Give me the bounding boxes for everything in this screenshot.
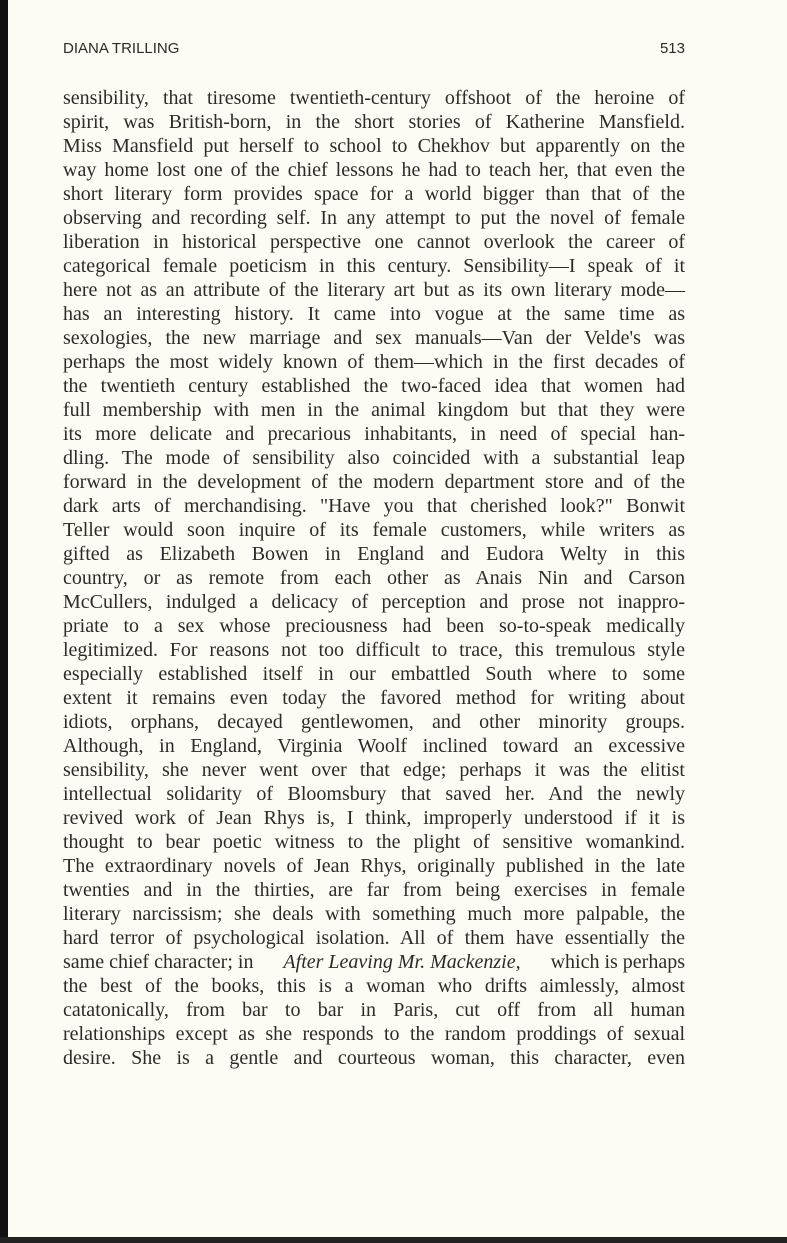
page-number: 513: [659, 40, 685, 57]
text-line: way home lost one of the chief lessons he had to teach her, that even the: [63, 159, 685, 181]
text-line: its more delicate and precarious inhabitants, in need of special han-: [63, 423, 685, 445]
text-line: categorical female poeticism in this century. Sensibility—I speak of it: [63, 255, 685, 277]
text-line: catatonically, from bar to bar in Paris, cut off from all human: [63, 999, 685, 1021]
text-line: here not as an attribute of the literary art but as its own literary mode—: [63, 279, 685, 301]
text-line: short literary form provides space for a world bigger than that of the: [63, 183, 685, 205]
text-line: full membership with men in the animal kingdom but that they were: [63, 399, 685, 421]
page-header: [63, 40, 685, 62]
text-line: the best of the books, this is a woman who drifts aimlessly, almost: [63, 975, 685, 997]
text-line: legitimized. For reasons not too difficult to trace, this tremulous style: [63, 639, 685, 661]
text-line: Although, in England, Virginia Woolf inclined toward an excessive: [63, 735, 685, 757]
text-line: hard terror of psychological isolation. All of them have essentially the: [63, 927, 685, 949]
running-head: DIANA TRILLING: [63, 40, 180, 57]
text-line: idiots, orphans, decayed gentlewomen, and other minority groups.: [63, 711, 685, 733]
text-line: dark arts of merchandising. "Have you that cherished look?" Bonwit: [63, 495, 685, 517]
text-line: spirit, was British-born, in the short stories of Katherine Mansfield.: [63, 111, 685, 133]
text-line: McCullers, indulged a delicacy of perception and prose not inappro-: [63, 591, 685, 613]
text-line: observing and recording self. In any attempt to put the novel of female: [63, 207, 685, 229]
text-line: priate to a sex whose preciousness had been so-to-speak medically: [63, 615, 685, 637]
text-line: sensibility, that tiresome twentieth-century offshoot of the heroine of: [63, 87, 685, 109]
text-line: dling. The mode of sensibility also coincided with a substantial leap: [63, 447, 685, 469]
book-title: After Leaving Mr. Mackenzie,: [283, 951, 521, 973]
text-line: extent it remains even today the favored method for writing about: [63, 687, 685, 709]
text-line: Teller would soon inquire of its female customers, while writers as: [63, 519, 685, 541]
text-line: thought to bear poetic witness to the plight of sensitive womankind.: [63, 831, 685, 853]
scan-edge-bottom: [0, 1237, 787, 1243]
text-line: has an interesting history. It came into vogue at the same time as: [63, 303, 685, 325]
text-line: Miss Mansfield put herself to school to Chekhov but apparently on the: [63, 135, 685, 157]
text-line: forward in the development of the modern department store and of the: [63, 471, 685, 493]
text-line: the twentieth century established the two-faced idea that women had: [63, 375, 685, 397]
text-line: especially established itself in our embattled South where to some: [63, 663, 685, 685]
text-line: perhaps the most widely known of them—which in the first decades of: [63, 351, 685, 373]
text-line: intellectual solidarity of Bloomsbury that saved her. And the newly: [63, 783, 685, 805]
text-line: country, or as remote from each other as Anais Nin and Carson: [63, 567, 685, 589]
text-line: sexologies, the new marriage and sex manuals—Van der Velde's was: [63, 327, 685, 349]
text-line: [63, 950, 685, 974]
text-segment: same chief character; in: [63, 951, 259, 973]
text-line: liberation in historical perspective one cannot overlook the career of: [63, 231, 685, 253]
text-line: twenties and in the thirties, are far from being exercises in female: [63, 879, 685, 901]
text-line: The extraordinary novels of Jean Rhys, originally published in the late: [63, 855, 685, 877]
body-text: [63, 86, 685, 1070]
text-line: gifted as Elizabeth Bowen in England and Eudora Welty in this: [63, 543, 685, 565]
scan-edge-left: [0, 0, 8, 1243]
text-line: revived work of Jean Rhys is, I think, improperly understood if it is: [63, 807, 685, 829]
text-line: relationships except as she responds to the random proddings of sexual: [63, 1023, 685, 1045]
text-line: literary narcissism; she deals with something much more palpable, the: [63, 903, 685, 925]
text-line: desire. She is a gentle and courteous woman, this character, even: [63, 1047, 685, 1069]
text-segment: which is perhaps: [545, 951, 685, 973]
text-line: sensibility, she never went over that edge; perhaps it was the elitist: [63, 759, 685, 781]
